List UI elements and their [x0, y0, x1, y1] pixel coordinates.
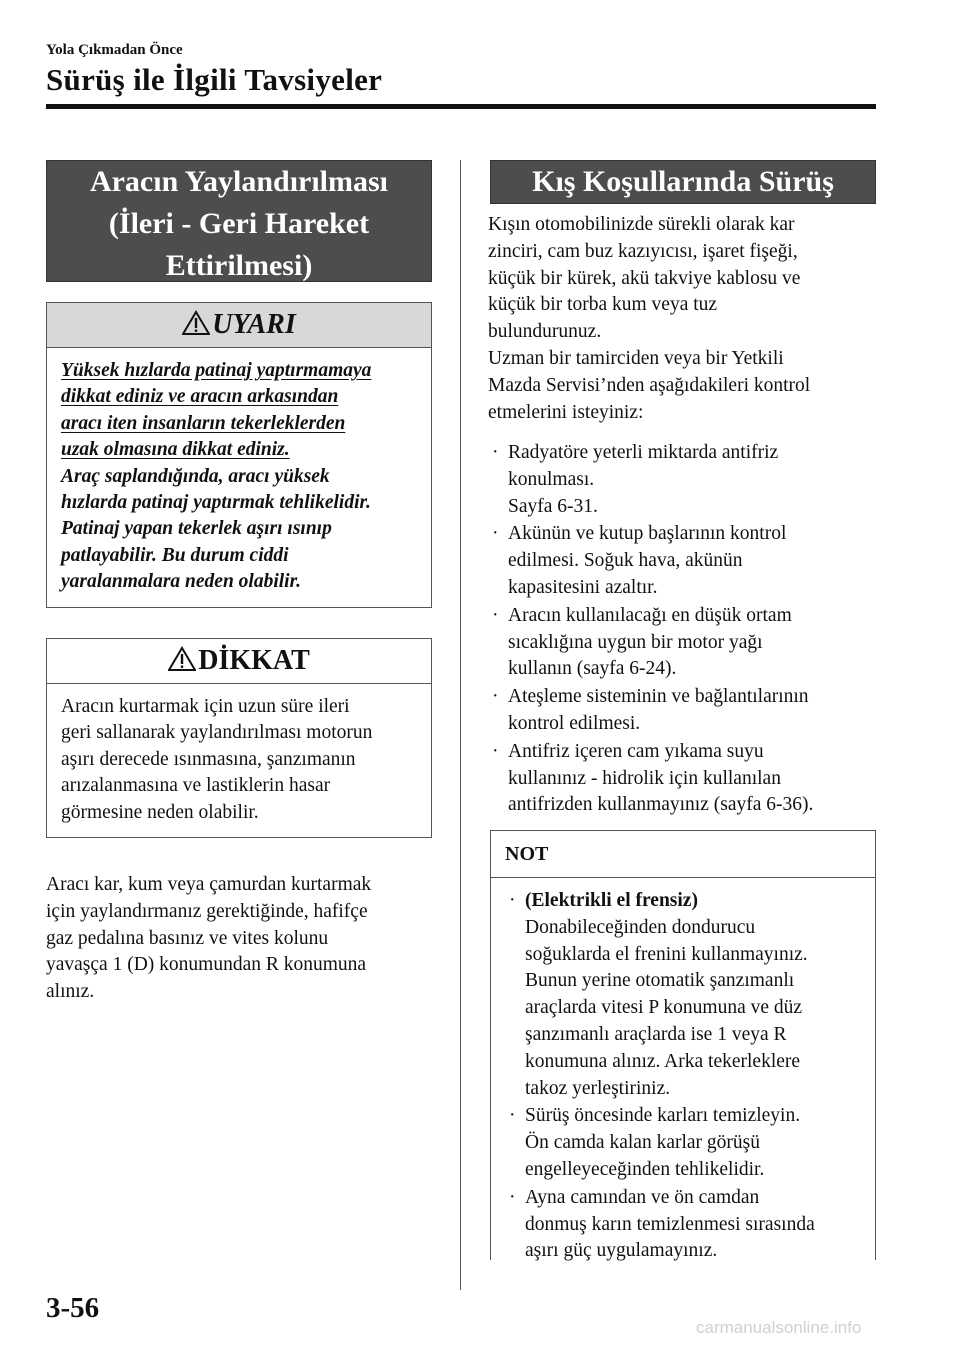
list-item [488, 684, 878, 738]
list-item [488, 603, 878, 683]
intro-line: Mazda Servisi’nden aşağıdakileri kontrol [488, 374, 811, 396]
caution-box [46, 638, 432, 838]
header-rule [46, 104, 876, 109]
note-item-line: konumuna alınız. Arka tekerleklere [525, 1050, 801, 1072]
paragraph-line: gaz pedalına basınız ve vites kolunu [46, 927, 329, 949]
note-item-line: araçlarda vitesi P konumuna ve düz [525, 997, 803, 1019]
note-item-heading: (Elektrikli el frensiz) [525, 890, 698, 911]
intro-line: zinciri, cam buz kazıyıcısı, işaret fişeği, [488, 240, 798, 262]
list-item-line: konulması. [508, 468, 595, 490]
bullet-dot-icon: · [492, 604, 499, 626]
note-item-line: soğuklarda el frenini kullanmayınız. [525, 943, 808, 965]
list-item-line: Sayfa 6-31. [508, 495, 598, 517]
bullet-dot-icon: · [509, 1186, 516, 1208]
warning-line: Araç saplandığında, aracı yüksek [61, 465, 330, 487]
bullet-dot-icon: · [509, 890, 516, 911]
list-item [488, 739, 878, 819]
warning-line [61, 437, 417, 463]
list-item [488, 521, 878, 601]
note-item-line: Ayna camından ve ön camdan [525, 1186, 760, 1208]
banner-line: Aracın Yaylandırılması [89, 165, 389, 198]
note-box [490, 830, 876, 1260]
list-item-line: Aracın kullanılacağı en düşük ortam [508, 604, 792, 626]
bullet-dot-icon: · [492, 442, 499, 463]
bullet-dot-icon: · [492, 523, 499, 545]
list-item-line: Akünün ve kutup başlarının kontrol [508, 523, 787, 545]
warning-underlined-text: Yüksek hızlarda patinaj yaptırmamaya [61, 360, 372, 381]
caution-header [47, 639, 431, 684]
list-item-line: Radyatöre yeterli miktarda antifriz [508, 442, 779, 463]
list-item-line: kullanın (sayfa 6-24). [508, 658, 677, 680]
caution-line: Aracın kurtarmak için uzun süre ileri [61, 696, 350, 717]
intro-line: küçük bir torba kum veya tuz [488, 294, 718, 316]
caution-line: görmesine neden olabilir. [61, 801, 259, 823]
note-item-line: Bunun yerine otomatik şanzımanlı [525, 970, 795, 992]
note-item [505, 1103, 861, 1183]
warning-line [61, 411, 417, 437]
warning-header [47, 303, 431, 348]
warning-line [61, 358, 417, 384]
intro-line: Kışın otomobilinizde sürekli olarak kar [488, 214, 795, 235]
note-item [505, 1185, 861, 1265]
list-item-line: antifrizden kullanmayınız (sayfa 6-36). [508, 794, 814, 816]
list-item-line: kontrol edilmesi. [508, 712, 641, 734]
list-item [488, 440, 878, 520]
chapter-label: Yola Çıkmadan Önce [46, 42, 183, 58]
column-divider [460, 160, 461, 1290]
warning-title: UYARI [212, 309, 296, 340]
page-title: Sürüş ile İlgili Tavsiyeler [46, 62, 383, 97]
footer-watermark-url: carmanualsonline.info [696, 1318, 862, 1337]
note-item-line: Donabileceğinden dondurucu [525, 916, 756, 938]
paragraph-line: için yaylandırmanız gerektiğinde, hafifçe [46, 900, 368, 922]
warning-underlined-text: uzak olmasına dikkat ediniz. [61, 439, 290, 461]
note-item-line: takoz yerleştiriniz. [525, 1077, 671, 1099]
left-paragraph [46, 872, 436, 1006]
note-item-line: aşırı güç uygulamayınız. [525, 1240, 718, 1262]
intro-line: etmelerini isteyiniz: [488, 401, 644, 423]
list-item-line: kullanınız - hidrolik için kullanılan [508, 767, 781, 789]
banner-line: (İleri - Geri Hareket [108, 207, 370, 240]
page-number: 3-56 [46, 1292, 100, 1324]
note-item-line: engelleyeceğinden tehlikelidir. [525, 1158, 765, 1180]
note-item-line: donmuş karın temizlenmesi sırasında [525, 1213, 815, 1235]
list-item-line: Antifriz içeren cam yıkama suyu [508, 740, 764, 762]
intro-line: Uzman bir tamirciden veya bir Yetkili [488, 347, 784, 369]
note-item [505, 888, 861, 1102]
bullet-dot-icon: · [492, 686, 499, 708]
caution-body [47, 684, 431, 826]
section-banner-right: Kış Koşullarında Sürüş [490, 160, 876, 204]
caution-line: aşırı derecede ısınmasına, şanzımanın [61, 748, 356, 770]
warning-line [61, 384, 417, 410]
note-item-line: şanzımanlı araçlarda ise 1 veya R [525, 1023, 787, 1045]
intro-line: küçük bir kürek, akü takviye kablosu ve [488, 267, 801, 289]
warning-underlined-text: dikkat ediniz ve aracın arkasından [61, 386, 339, 408]
warning-body [47, 348, 431, 596]
note-body [491, 878, 875, 1265]
caution-title: DİKKAT [198, 645, 310, 676]
caution-line: geri sallanarak yaylandırılması motorun [61, 722, 373, 744]
paragraph-line: yavaşça 1 (D) konumundan R konumuna [46, 954, 367, 976]
intro-line: bulundurunuz. [488, 321, 602, 343]
warning-line: hızlarda patinaj yaptırmak tehlikelidir. [61, 492, 371, 514]
note-item-line: Sürüş öncesinde karları temizleyin. [525, 1105, 801, 1127]
list-item-line: Ateşleme sisteminin ve bağlantılarının [508, 686, 809, 708]
bullet-dot-icon: · [509, 1105, 516, 1127]
warning-line: Patinaj yapan tekerlek aşırı ısınıp [61, 518, 332, 540]
paragraph-line: Aracı kar, kum veya çamurdan kurtarmak [46, 874, 372, 895]
note-item-line: Ön camda kalan karlar görüşü [525, 1132, 760, 1154]
warning-line: yaralanmalara neden olabilir. [61, 571, 301, 593]
right-bullet-list [488, 440, 878, 820]
warning-triangle-icon [182, 310, 210, 336]
caution-line: arızalanmasına ve lastiklerin hasar [61, 775, 331, 797]
warning-box [46, 302, 432, 608]
warning-line: patlayabilir. Bu durum ciddi [61, 544, 289, 566]
right-intro [488, 212, 878, 426]
paragraph-line: alınız. [46, 981, 95, 1003]
list-item-line: kapasitesini azaltır. [508, 576, 658, 598]
list-item-line: edilmesi. Soğuk hava, akünün [508, 550, 743, 572]
note-header: NOT [491, 831, 875, 878]
caution-triangle-icon [168, 646, 196, 672]
banner-line: Ettirilmesi) [165, 249, 313, 282]
section-banner-left [46, 160, 432, 282]
list-item-line: sıcaklığına uygun bir motor yağı [508, 631, 763, 653]
warning-underlined-text: aracı iten insanların tekerleklerden [61, 412, 346, 434]
bullet-dot-icon: · [492, 740, 499, 762]
